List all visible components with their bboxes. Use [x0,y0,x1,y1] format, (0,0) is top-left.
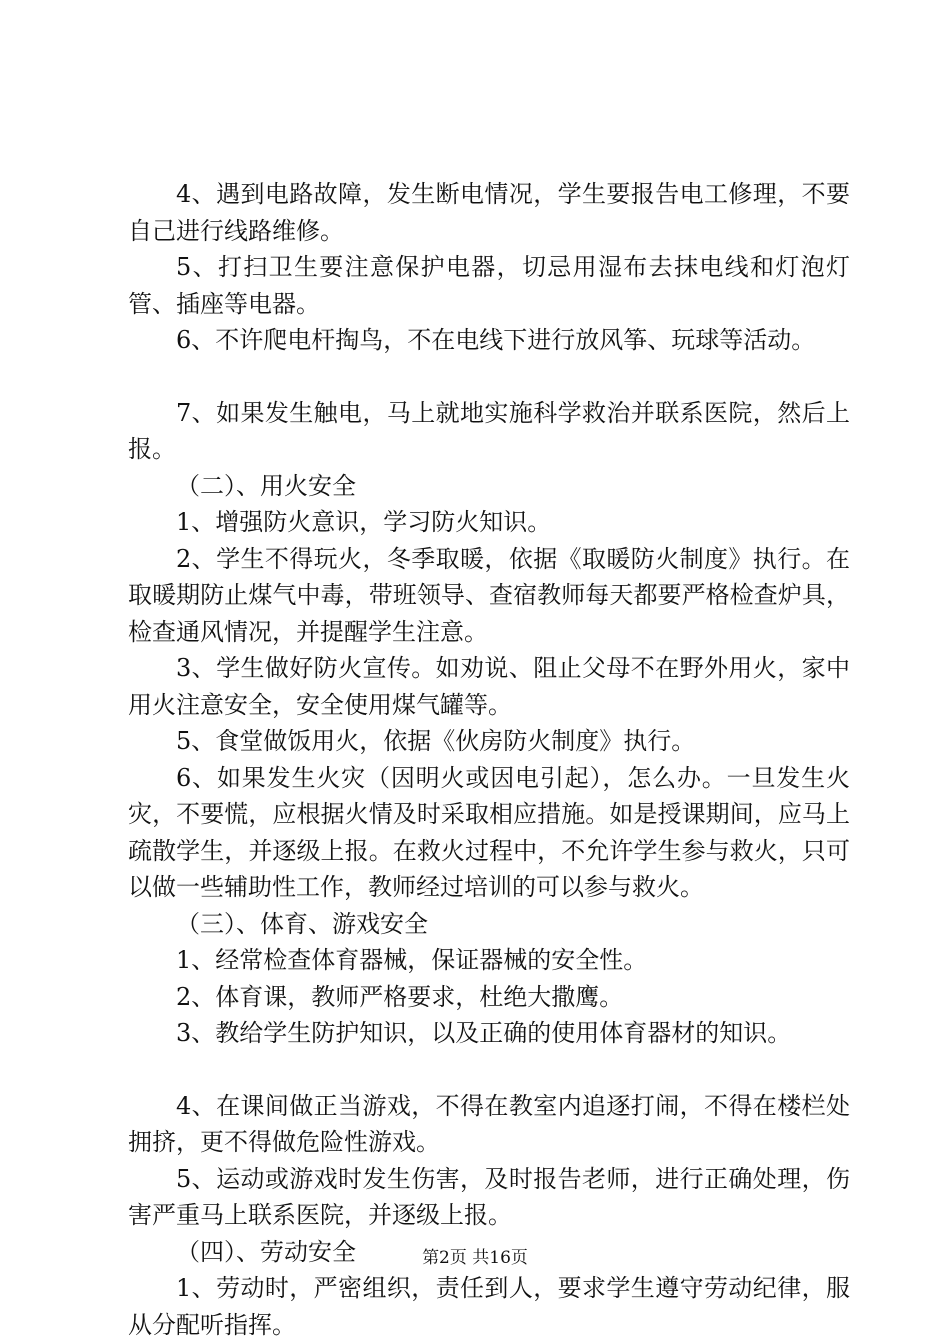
paragraph: 1、增强防火意识，学习防火知识。 [176,508,552,536]
paragraph: 1、经常检查体育器械，保证器械的安全性。 [176,946,648,974]
paragraph: 3、教给学生防护知识，以及正确的使用体育器材的知识。 [176,1019,792,1047]
section-heading: （二）、用火安全 [176,471,356,500]
paragraph: 5、打扫卫生要注意保护电器，切忌用湿布去抹电线和灯泡灯管、插座等电器。 [128,253,850,318]
section-heading: （四）、劳动安全 [176,1237,356,1266]
paragraph: 2、学生不得玩火，冬季取暖，依据《取暖防火制度》执行。在取暖期防止煤气中毒，带班领导、查宿教师每天都要严格检查炉具，检查通风情况，并提醒学生注意。 [128,544,850,646]
paragraph: 4、遇到电路故障，发生断电情况，学生要报告电工修理，不要自己进行线路维修。 [128,180,850,245]
section-heading: （三）、体育、游戏安全 [176,909,428,938]
paragraph: 4、在课间做正当游戏，不得在教室内追逐打闹，不得在楼栏处拥挤，更不得做危险性游戏。 [128,1091,850,1156]
blank-line [128,1052,850,1088]
paragraph: 1、劳动时，严密组织，责任到人，要求学生遵守劳动纪律，服从分配听指挥。 [128,1274,850,1339]
paragraph: 2、体育课，教师严格要求，杜绝大撒鹰。 [176,982,624,1011]
paragraph: 5、运动或游戏时发生伤害，及时报告老师，进行正确处理，伤害严重马上联系医院，并逐级上报。 [128,1164,850,1229]
paragraph: 5、食堂做饭用火，依据《伙房防火制度》执行。 [176,727,696,755]
blank-line [128,359,850,395]
paragraph: 7、如果发生触电，马上就地实施科学救治并联系医院，然后上报。 [128,398,850,463]
paragraph: 6、不许爬电杆掏鸟，不在电线下进行放风筝、玩球等活动。 [176,326,816,354]
paragraph: 6、如果发生火灾（因明火或因电引起），怎么办。一旦发生火灾，不要慌，应根据火情及时采取相应措施。如是授课期间，应马上疏散学生，并逐级上报。在救火过程中，不允许学生参与救火，只可以做一些辅助性工作，教师经过培训的可以参与救火。 [128,763,850,901]
paragraph: 3、学生做好防火宣传。如劝说、阻止父母不在野外用火，家中用火注意安全，安全使用煤气罐等。 [128,654,850,719]
document-body [128,176,850,1343]
page-number-footer: 第2页 共16页 [422,1248,528,1268]
